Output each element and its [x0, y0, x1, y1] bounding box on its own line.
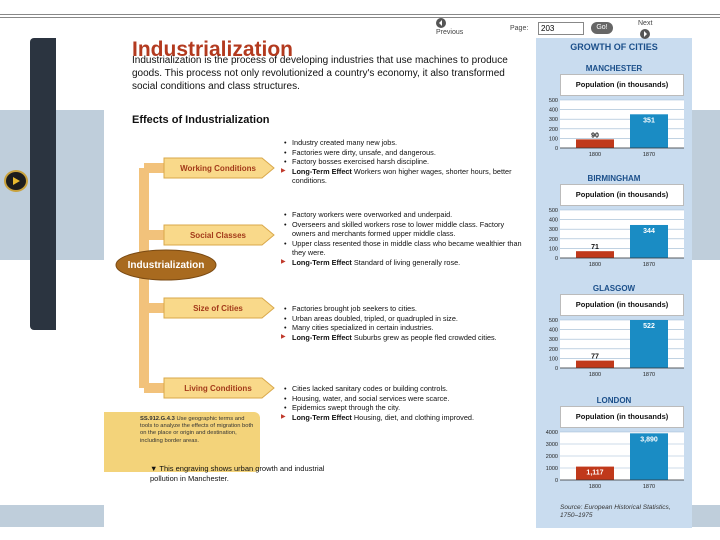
chart-city-manchester: MANCHESTER — [585, 64, 643, 73]
category-label: 1800 — [588, 372, 602, 378]
intro-paragraph: Industrialization is the process of developing industries that use machines to produce goods. This process not only revolutionized a country's economy, it also transformed social conditions and class structures. — [132, 55, 508, 92]
list-item-long-term — [284, 333, 524, 343]
tick-label: 300 — [548, 117, 558, 124]
list-item: • Industry created many new jobs. — [284, 138, 524, 148]
value-label: 3,890 — [640, 436, 658, 444]
standards-callout — [104, 412, 260, 472]
value-label: 90 — [591, 132, 599, 140]
panel-title: GROWTH OF CITIES — [570, 42, 658, 52]
list-item: • Factory bosses exercised harsh discipline. — [284, 157, 524, 167]
list-item-long-term — [284, 413, 524, 423]
chart-ylabel: Population (in thousands) — [560, 74, 684, 96]
chevron-left-icon — [436, 18, 446, 28]
chart-city-birmingham: BIRMINGHAM — [587, 174, 641, 183]
source-note: Source: European Historical Statistics, 1750–1975 — [560, 504, 671, 519]
chart-manchester — [536, 96, 692, 162]
value-label: 522 — [643, 323, 655, 330]
standard-text: Use geographic terms and tools to analyze the effects of migration both on the place or origin and destination, including border areas. — [140, 416, 254, 444]
tick-label: 100 — [548, 246, 558, 253]
go-button[interactable]: Go! — [591, 22, 613, 34]
value-label: 77 — [591, 353, 599, 361]
page-number-input[interactable] — [538, 22, 584, 35]
tick-label: 400 — [548, 217, 558, 224]
chart-glasgow — [536, 316, 692, 382]
list-item-long-term — [284, 167, 524, 186]
category-label: 1870 — [642, 152, 656, 158]
list-item: • Upper class resented those in middle class who became wealthier than they were. — [284, 239, 524, 258]
chart-ylabel: Population (in thousands) — [560, 406, 684, 428]
list-item: • Many cities specialized in certain industries. — [284, 323, 524, 333]
center-label: Industrialization — [127, 260, 205, 271]
chart-ylabel: Population (in thousands) — [560, 184, 684, 206]
effects-heading: Effects of Industrialization — [132, 114, 270, 126]
tick-label: 2000 — [545, 454, 558, 460]
list-item: • Overseers and skilled workers rose to lower middle class. Factory owners and merchants formed upper middle class. — [284, 220, 524, 239]
tick-label: 200 — [548, 236, 558, 243]
tick-label: 0 — [554, 256, 558, 262]
category-label: 1800 — [588, 152, 602, 158]
tick-label: 500 — [548, 98, 558, 104]
list-item: • Housing, water, and social services were scarce. — [284, 394, 524, 404]
tick-label: 200 — [548, 126, 558, 133]
long-term-text: Standard of living generally rose. — [353, 257, 461, 267]
page-label: Page: — [510, 25, 529, 32]
category-label: 1870 — [642, 262, 656, 268]
tick-label: 200 — [548, 346, 558, 353]
label-working-conditions: Working Conditions — [180, 164, 256, 173]
tick-label: 3000 — [545, 442, 558, 448]
effects-diagram — [104, 128, 284, 428]
chart-birmingham — [536, 206, 692, 272]
list-item-long-term — [284, 258, 524, 268]
category-label: 1800 — [588, 484, 602, 490]
value-label: 351 — [643, 117, 655, 125]
long-term-text: Workers won higher wages, shorter hours, better conditions. — [292, 166, 512, 186]
size-of-cities-list — [284, 304, 524, 342]
image-caption: ▼ This engraving shows urban growth and industrial pollution in Manchester. — [150, 464, 325, 483]
tick-label: 300 — [548, 337, 558, 344]
value-label: 1,117 — [586, 469, 604, 477]
previous-label[interactable]: Previous — [436, 29, 464, 36]
value-label: 71 — [591, 244, 599, 252]
decorative-band-right — [692, 110, 720, 260]
chart-city-london: LONDON — [596, 396, 632, 405]
living-conditions-list — [284, 384, 524, 422]
category-label: 1800 — [588, 262, 602, 268]
tick-label: 0 — [554, 366, 558, 372]
tick-label: 500 — [548, 208, 558, 214]
working-conditions-list — [284, 138, 524, 186]
bar — [576, 251, 614, 258]
decorative-band-bottom-right — [692, 505, 720, 527]
value-label: 344 — [643, 227, 655, 235]
left-side-bar — [30, 38, 56, 330]
category-label: 1870 — [642, 484, 656, 490]
list-item: • Epidemics swept through the city. — [284, 403, 524, 413]
textbook-page — [104, 38, 692, 528]
bar — [576, 361, 614, 368]
growth-of-cities-panel — [536, 38, 692, 528]
long-term-label: Long-Term Effect — [292, 166, 352, 176]
next-label[interactable]: Next — [638, 20, 653, 27]
play-button[interactable] — [4, 170, 28, 192]
label-social-classes: Social Classes — [189, 231, 247, 240]
tick-label: 0 — [554, 146, 558, 152]
long-term-text: Housing, diet, and clothing improved. — [353, 412, 474, 422]
standard-code: SS.912.G.4.3 — [140, 416, 175, 422]
long-term-text: Suburbs grew as people fled crowded cities. — [353, 332, 497, 342]
tick-label: 1000 — [545, 466, 558, 472]
page-title: Industrialization — [132, 38, 294, 61]
list-item: • Urban areas doubled, tripled, or quadrupled in size. — [284, 314, 524, 324]
label-size-of-cities: Size of Cities — [193, 304, 243, 313]
play-icon — [11, 176, 21, 186]
tick-label: 4000 — [545, 430, 558, 436]
list-item: • Cities lacked sanitary codes or building controls. — [284, 384, 524, 394]
previous-button[interactable] — [436, 18, 446, 28]
label-living-conditions: Living Conditions — [184, 384, 252, 393]
decorative-band-bottom-left — [0, 505, 104, 527]
long-term-label: Long-Term Effect — [292, 412, 352, 422]
bar — [576, 139, 614, 148]
next-button[interactable] — [640, 29, 650, 39]
chart-london — [536, 428, 692, 494]
tick-label: 0 — [554, 478, 558, 484]
chart-ylabel: Population (in thousands) — [560, 294, 684, 316]
long-term-label: Long-Term Effect — [292, 257, 352, 267]
tick-label: 100 — [548, 136, 558, 143]
tick-label: 400 — [548, 327, 558, 334]
long-term-label: Long-Term Effect — [292, 332, 352, 342]
list-item: • Factories were dirty, unsafe, and dangerous. — [284, 148, 524, 158]
tick-label: 100 — [548, 356, 558, 363]
list-item: • Factory workers were overworked and underpaid. — [284, 210, 524, 220]
tick-label: 400 — [548, 107, 558, 114]
page-navigation — [420, 18, 700, 38]
list-item: • Factories brought job seekers to cities. — [284, 304, 524, 314]
tick-label: 500 — [548, 318, 558, 324]
chevron-right-icon — [640, 29, 650, 39]
chart-city-glasgow: GLASGOW — [592, 284, 636, 293]
social-classes-list — [284, 210, 524, 268]
tick-label: 300 — [548, 227, 558, 234]
category-label: 1870 — [642, 372, 656, 378]
